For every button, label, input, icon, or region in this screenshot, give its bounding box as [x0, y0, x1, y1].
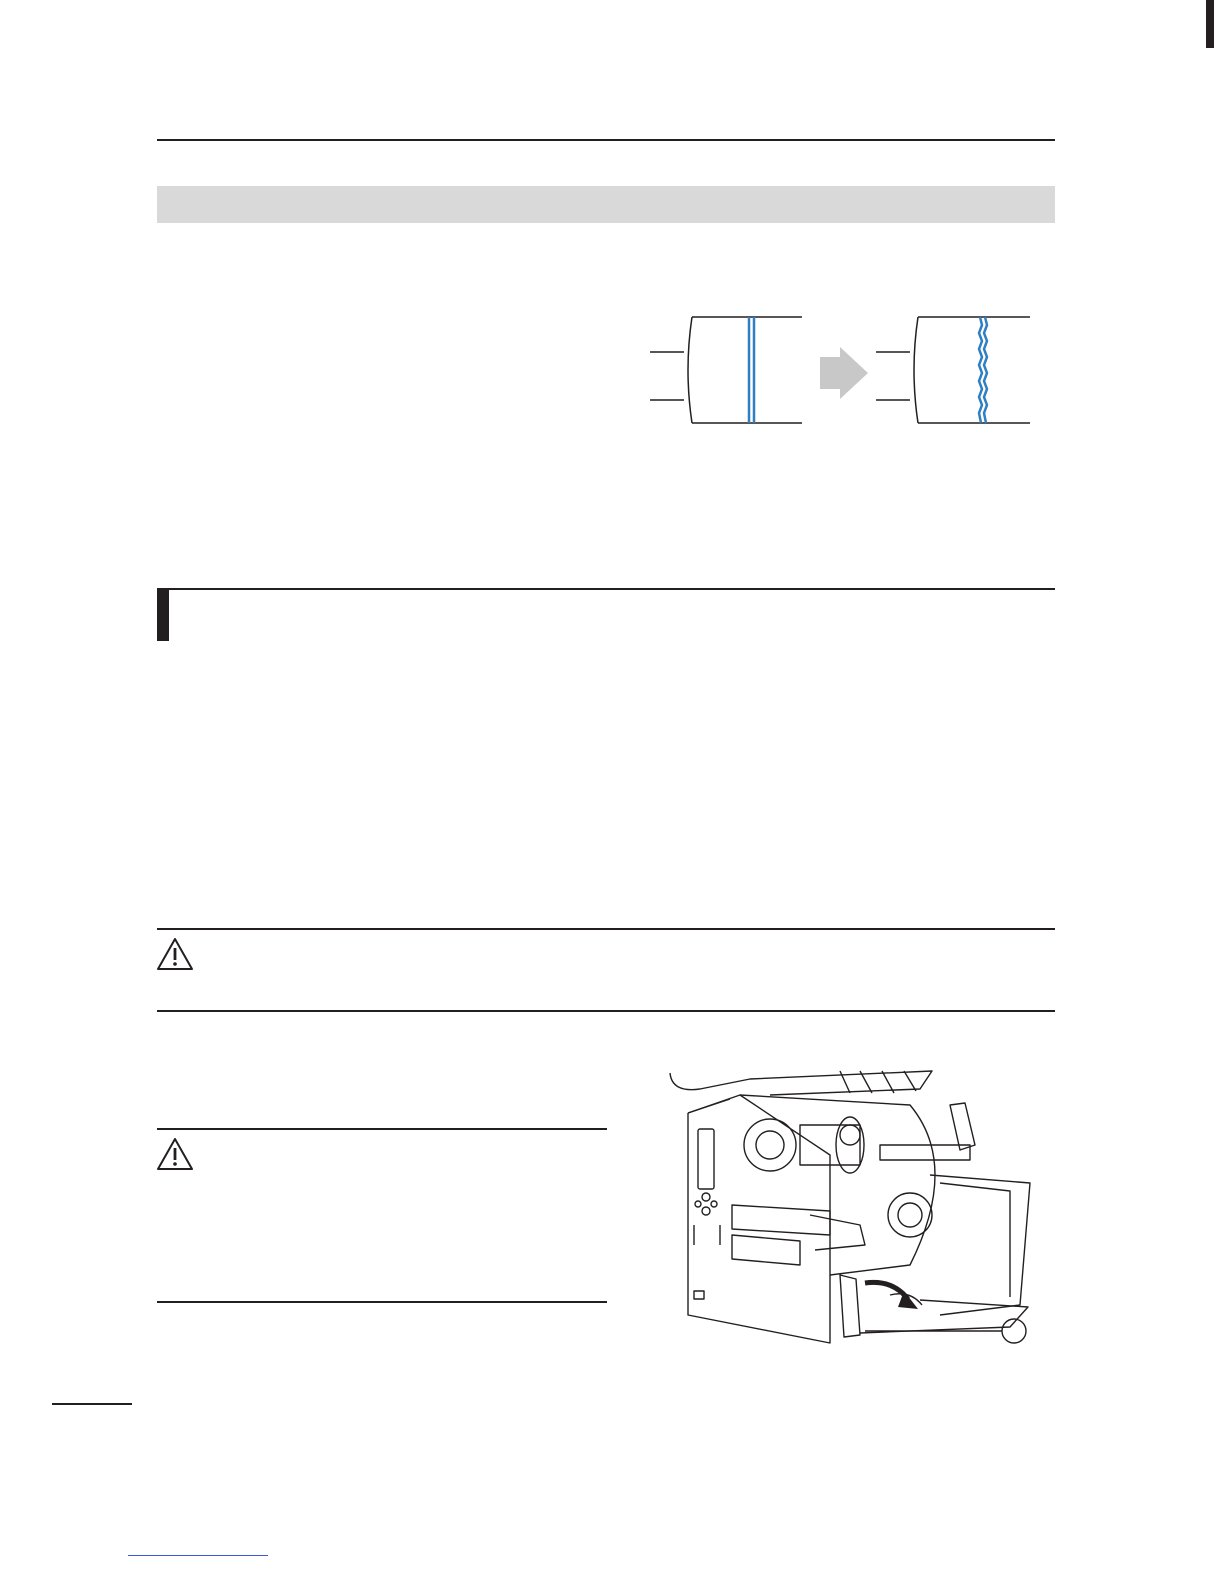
ribbon-wrinkle-figure [640, 305, 1040, 435]
bottom-link[interactable] [128, 1555, 268, 1556]
section-rule [157, 588, 1055, 590]
section-heading-bar [157, 588, 169, 641]
page-tab-marker [1206, 0, 1214, 48]
ribbon-normal-illustration [650, 317, 802, 423]
right-arrow-icon [820, 347, 868, 399]
header-rule [157, 139, 1055, 141]
lever-arrow-icon [865, 1282, 908, 1299]
caution-block-top-rule [157, 928, 1055, 930]
warning-triangle-icon [156, 1137, 194, 1171]
ribbon-wrinkled-illustration [876, 317, 1030, 423]
printer-illustration [660, 1065, 1035, 1355]
page-number-rule [52, 1403, 132, 1405]
warning-triangle-icon [156, 937, 194, 971]
caution-block-bottom-rule [157, 1010, 1055, 1012]
ribbon-line-wrinkled [979, 317, 982, 423]
section-heading-band [157, 186, 1055, 223]
caution-block-2-top-rule [157, 1128, 607, 1130]
caution-block-2-bottom-rule [157, 1301, 607, 1303]
